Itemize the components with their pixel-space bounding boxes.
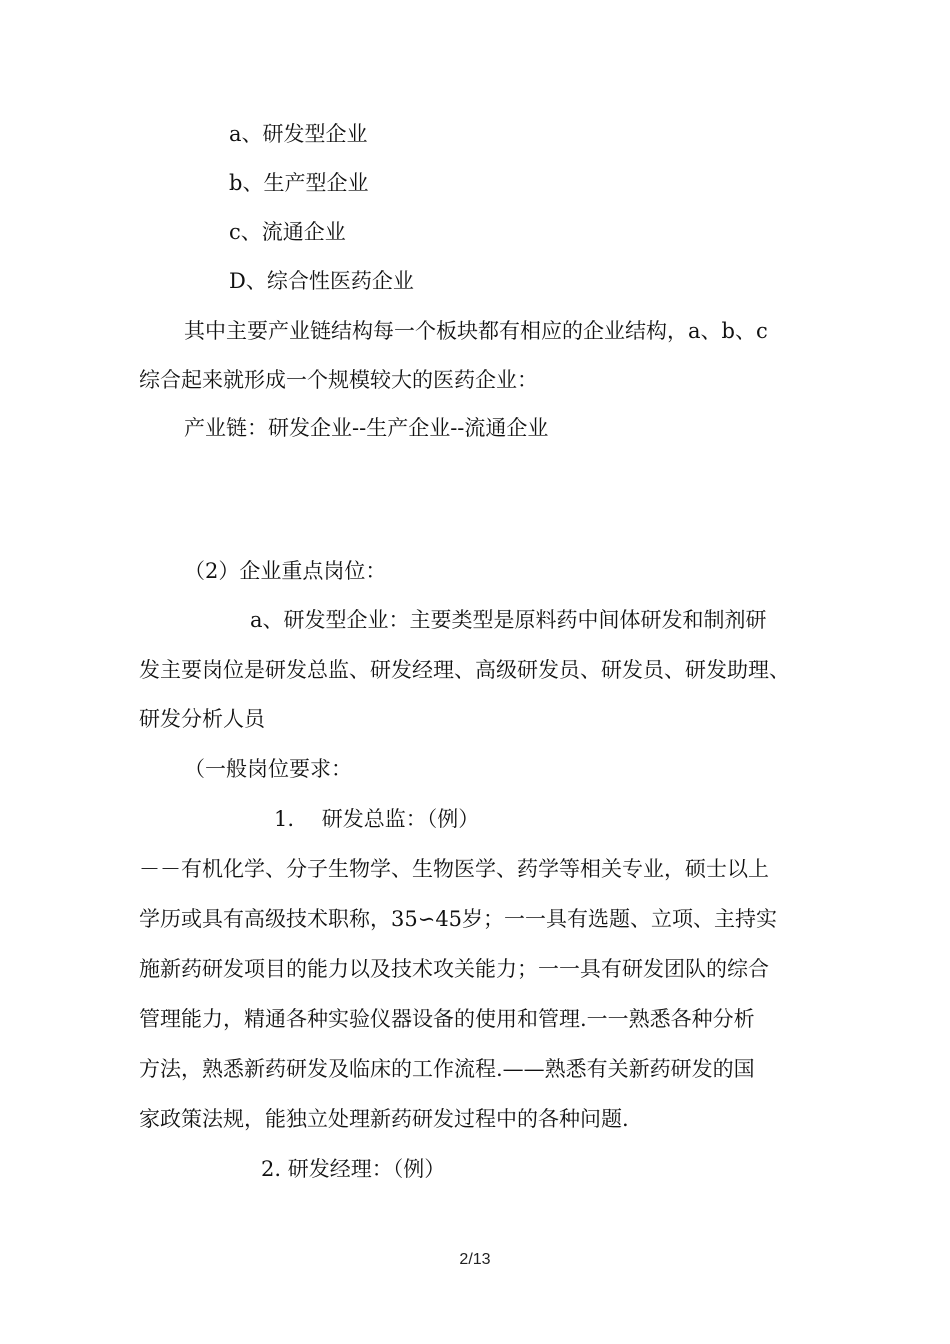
paragraph-2-line-3: 研发分析人员: [139, 707, 265, 731]
page-number: 2/13: [459, 1251, 491, 1268]
item-1-body-line-3: 施新药研发项目的能力以及技术攻关能力；一一具有研发团队的综合: [139, 957, 769, 981]
item-1-heading: 1. 研发总监：（例）: [274, 807, 480, 831]
item-1-body-line-1: －－有机化学、分子生物学、生物医学、药学等相关专业，硕士以上: [139, 857, 769, 881]
list-item-a: a、研发型企业: [229, 122, 368, 146]
section-2-heading: （2）企业重点岗位：: [184, 559, 387, 583]
paragraph-1-line-2: 综合起来就形成一个规模较大的医药企业：: [139, 368, 538, 392]
list-item-b: b、生产型企业: [229, 171, 369, 195]
item-2-heading: 2. 研发经理：（例）: [261, 1157, 446, 1181]
paragraph-2-line-2: 发主要岗位是研发总监、研发经理、高级研发员、研发员、研发助理、: [139, 658, 790, 682]
item-1-body-line-2: 学历或具有高级技术职称，35∽45岁；一一具有选题、立项、主持实: [139, 907, 778, 931]
item-1-body-line-4: 管理能力，精通各种实验仪器设备的使用和管理.一一熟悉各种分析: [139, 1007, 755, 1031]
general-requirements-line: （一般岗位要求：: [184, 757, 352, 781]
item-1-body-line-6: 家政策法规，能独立处理新药研发过程中的各种问题.: [139, 1107, 629, 1131]
item-1-body-line-5: 方法，熟悉新药研发及临床的工作流程.——熟悉有关新药研发的国: [139, 1057, 755, 1081]
list-item-d: D、综合性医药企业: [229, 269, 414, 293]
list-item-c: c、流通企业: [229, 220, 346, 244]
industry-chain-line: 产业链：研发企业--生产企业--流通企业: [184, 416, 549, 440]
paragraph-1-line-1: 其中主要产业链结构每一个板块都有相应的企业结构，a、b、c: [184, 319, 768, 343]
paragraph-2-line-1: a、研发型企业：主要类型是原料药中间体研发和制剂研: [250, 608, 767, 632]
